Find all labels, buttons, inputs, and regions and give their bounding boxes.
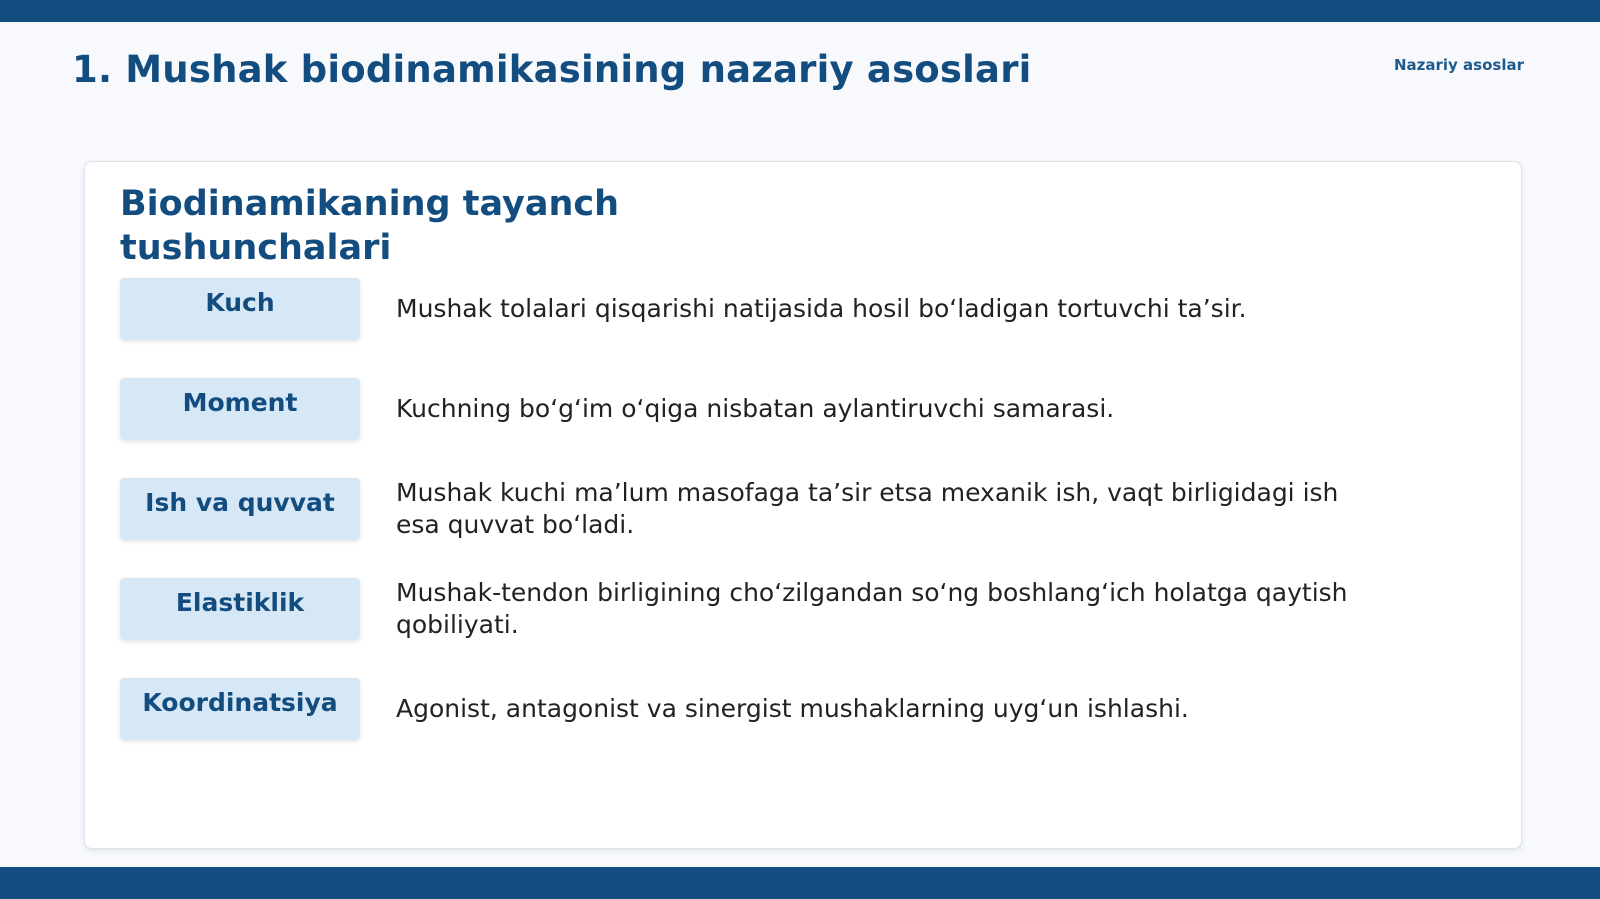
- term-chip: Moment: [120, 378, 360, 440]
- term-chip: Ish va quvvat: [120, 478, 360, 540]
- card-title: Biodinamikaning tayanch tushunchalari: [120, 184, 620, 268]
- term-chip: Elastiklik: [120, 578, 360, 640]
- term-row-elastiklik: [120, 578, 1460, 640]
- page-title: 1. Mushak biodinamikasining nazariy asoslari: [72, 48, 1032, 91]
- term-row-ish-va-quvvat: [120, 478, 1460, 540]
- term-row-moment: [120, 378, 1460, 440]
- top-accent-bar: [0, 0, 1600, 22]
- bottom-accent-bar: [0, 867, 1600, 899]
- section-tag: Nazariy asoslar: [1393, 56, 1524, 74]
- term-definition: Mushak tolalari qisqarishi natijasida hosil bo‘ladigan tortuvchi ta’sir.: [396, 294, 1247, 323]
- term-row-kuch: [120, 278, 1460, 340]
- term-definition: Agonist, antagonist va sinergist mushaklarning uyg‘un ishlashi.: [396, 694, 1189, 723]
- concepts-card: [84, 161, 1522, 849]
- term-chip: Koordinatsiya: [120, 678, 360, 740]
- term-chip: Kuch: [120, 278, 360, 340]
- term-definition: Mushak-tendon birligining cho‘zilgandan so‘ng boshlang‘ich holatga qaytish qobiliyati.: [396, 578, 1348, 639]
- term-row-koordinatsiya: [120, 678, 1460, 740]
- term-definition: Kuchning bo‘g‘im o‘qiga nisbatan aylantiruvchi samarasi.: [396, 394, 1115, 423]
- term-definition: Mushak kuchi ma’lum masofaga ta’sir etsa mexanik ish, vaqt birligidagi ish esa quvvat bo‘ladi.: [396, 478, 1339, 539]
